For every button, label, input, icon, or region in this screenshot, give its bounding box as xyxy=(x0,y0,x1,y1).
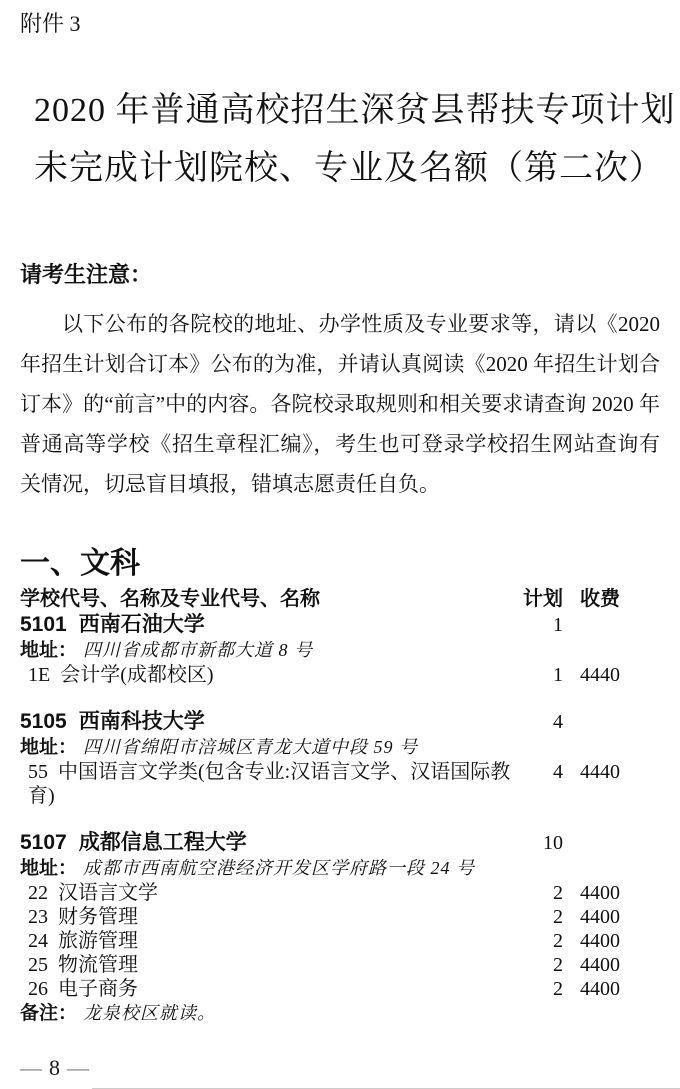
address-label: 地址： xyxy=(20,737,78,758)
address-row xyxy=(20,638,660,663)
major-name: 中国语言文学类(包含专业:汉语言文学、汉语国际教育) xyxy=(28,761,511,807)
major-title xyxy=(20,663,517,687)
note-label: 备注： xyxy=(20,1003,78,1024)
major-title xyxy=(20,953,517,977)
school-plan-count: 10 xyxy=(543,832,563,854)
school-code: 5101 xyxy=(20,613,67,636)
school-block-5101 xyxy=(20,612,660,687)
school-title xyxy=(20,612,517,638)
major-name: 财务管理 xyxy=(58,906,138,928)
notice-heading: 请考生注意： xyxy=(20,262,153,287)
major-row xyxy=(20,881,660,905)
major-code: 22 xyxy=(28,882,48,904)
major-row xyxy=(20,760,660,808)
major-name: 电子商务 xyxy=(58,978,138,1000)
major-fee: 4440 xyxy=(580,664,620,686)
school-row xyxy=(20,830,660,856)
major-row xyxy=(20,929,660,953)
note-row xyxy=(20,1001,660,1026)
school-block-5107 xyxy=(20,830,660,1026)
address-label: 地址： xyxy=(20,640,78,661)
major-title xyxy=(20,977,517,1001)
note-text: 龙泉校区就读。 xyxy=(83,1003,217,1023)
plan-table xyxy=(20,586,660,1026)
major-name: 会计学(成都校区) xyxy=(60,664,214,686)
major-code: 26 xyxy=(28,978,48,1000)
title-line-2: 未完成计划院校、专业及名额（第二次） xyxy=(34,150,664,187)
address-row xyxy=(20,856,660,881)
address-text: 四川省成都市新都大道 8 号 xyxy=(83,640,314,660)
page-number: 8 xyxy=(49,1055,60,1080)
major-code: 55 xyxy=(28,761,48,783)
major-code: 23 xyxy=(28,906,48,928)
major-row xyxy=(20,953,660,977)
address-text: 四川省绵阳市涪城区青龙大道中段 59 号 xyxy=(83,737,419,757)
major-fee: 4400 xyxy=(580,954,620,976)
major-title xyxy=(20,760,517,808)
school-plan-count: 4 xyxy=(553,711,563,733)
major-name: 物流管理 xyxy=(58,954,138,976)
major-fee: 4400 xyxy=(580,978,620,1000)
school-name: 西南石油大学 xyxy=(78,613,205,636)
school-name: 西南科技大学 xyxy=(78,710,205,733)
school-block-5105 xyxy=(20,709,660,808)
school-title xyxy=(20,709,517,735)
attachment-label: 附件 3 xyxy=(20,11,81,36)
footer-dash-right: — xyxy=(67,1055,89,1080)
school-name: 成都信息工程大学 xyxy=(78,831,247,854)
footer-dash-left: — xyxy=(20,1055,42,1080)
major-row xyxy=(20,905,660,929)
major-plan-count: 2 xyxy=(553,978,563,1000)
major-plan-count: 4 xyxy=(553,761,563,783)
column-header-fee: 收费 xyxy=(580,588,620,610)
major-name: 旅游管理 xyxy=(58,930,138,952)
school-row xyxy=(20,612,660,638)
major-plan-count: 2 xyxy=(553,906,563,928)
school-row xyxy=(20,709,660,735)
school-title xyxy=(20,830,517,856)
title-line-1: 2020 年普通高校招生深贫县帮扶专项计划 xyxy=(34,92,676,129)
notice-paragraph: 以下公布的各院校的地址、办学性质及专业要求等，请以《2020 年招生计划合订本》公布的为准，并请认真阅读《2020 年招生计划合订本》的“前言”中的内容。各院校录取规则和相关要求请查询 2020 年普通高等学校《招生章程汇编》，考生也可登录学校招生网站查询有关情况，切忌盲目填报，错填志愿责任自负。 xyxy=(20,312,660,496)
major-code: 1E xyxy=(28,664,51,686)
page-footer xyxy=(20,1056,96,1080)
major-plan-count: 1 xyxy=(553,664,563,686)
school-code: 5105 xyxy=(20,710,67,733)
major-title xyxy=(20,929,517,953)
major-plan-count: 2 xyxy=(553,882,563,904)
column-header-plan: 计划 xyxy=(523,588,563,610)
address-label: 地址： xyxy=(20,858,78,879)
column-header-school: 学校代号、名称及专业代号、名称 xyxy=(20,588,320,610)
major-fee: 4400 xyxy=(580,930,620,952)
major-name: 汉语言文学 xyxy=(58,882,158,904)
major-plan-count: 2 xyxy=(553,930,563,952)
major-fee: 4440 xyxy=(580,761,620,783)
major-code: 24 xyxy=(28,930,48,952)
major-fee: 4400 xyxy=(580,882,620,904)
address-row xyxy=(20,735,660,760)
school-code: 5107 xyxy=(20,831,67,854)
major-row xyxy=(20,977,660,1001)
school-plan-count: 1 xyxy=(553,614,563,636)
table-header-row xyxy=(20,586,660,612)
address-text: 成都市西南航空港经济开发区学府路一段 24 号 xyxy=(83,858,476,878)
major-code: 25 xyxy=(28,954,48,976)
major-plan-count: 2 xyxy=(553,954,563,976)
major-title xyxy=(20,905,517,929)
document-title xyxy=(34,82,676,198)
major-title xyxy=(20,881,517,905)
major-fee: 4400 xyxy=(580,906,620,928)
section-heading-liberal-arts: 一、文科 xyxy=(20,547,140,580)
major-row xyxy=(20,663,660,687)
